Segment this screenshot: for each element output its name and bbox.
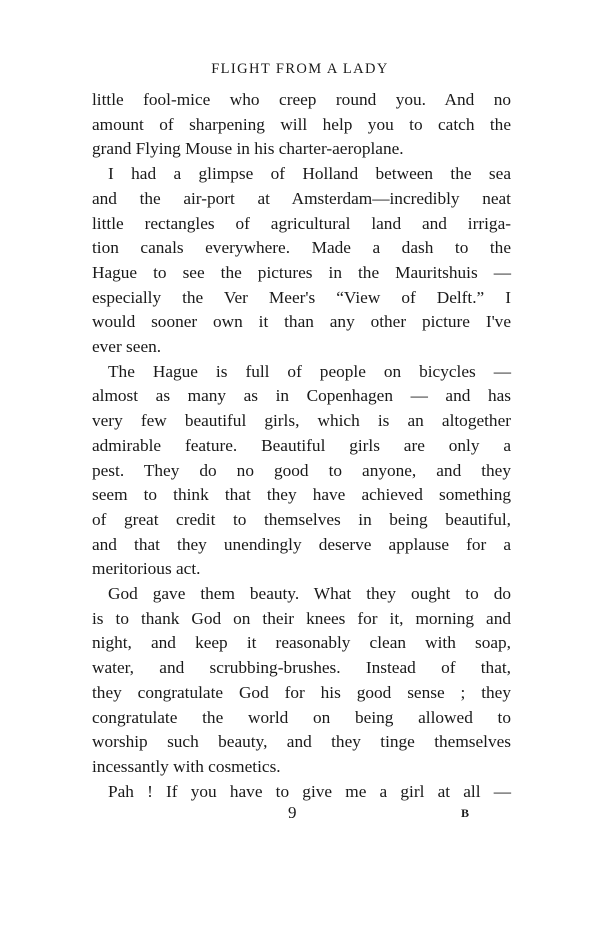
text-line: tion canals everywhere. Made a dash to the xyxy=(92,238,511,258)
text-line: incessantly with cosmetics. xyxy=(92,756,281,776)
text-line: night, and keep it reasonably clean with soap, xyxy=(92,633,511,653)
text-line: water, and scrubbing-brushes. Instead of that, xyxy=(92,658,511,678)
text-line: almost as many as in Copenhagen — and has xyxy=(92,386,511,406)
text-line: ever seen. xyxy=(92,337,162,357)
signature-mark: B xyxy=(461,806,470,820)
text-line: meritorious act. xyxy=(92,559,201,579)
text-line: little fool-mice who creep round you. And no xyxy=(92,90,511,109)
text-line: The Hague is full of people on bicycles — xyxy=(108,361,511,381)
text-line: of great credit to themselves in being beautiful, xyxy=(92,509,511,529)
text-line: I had a glimpse of Holland between the sea xyxy=(108,164,511,184)
text-line: would sooner own it than any other picture I've xyxy=(92,312,511,332)
body-text xyxy=(92,88,511,804)
text-line: little rectangles of agricultural land and irriga- xyxy=(92,213,511,233)
text-line: congratulate the world on being allowed to xyxy=(92,707,511,727)
text-line: grand Flying Mouse in his charter-aeroplane. xyxy=(92,139,404,159)
text-line: pest. They do no good to anyone, and they xyxy=(92,460,511,480)
text-line: very few beautiful girls, which is an altogether xyxy=(92,411,511,431)
text-line: amount of sharpening will help you to catch the xyxy=(92,114,511,134)
text-line: admirable feature. Beautiful girls are only a xyxy=(92,435,511,455)
text-line: Hague to see the pictures in the Mauritshuis — xyxy=(92,262,511,282)
text-line: Pah ! If you have to give me a girl at all — xyxy=(108,781,511,801)
page-number: 9 xyxy=(288,803,297,822)
running-head: FLIGHT FROM A LADY xyxy=(211,61,389,77)
text-line: worship such beauty, and they tinge themselves xyxy=(92,732,511,752)
text-line: seem to think that they have achieved something xyxy=(92,485,511,505)
text-line: especially the Ver Meer's “View of Delft.” I xyxy=(92,287,511,307)
text-line: and the air-port at Amsterdam—incredibly neat xyxy=(92,188,511,208)
text-line: they congratulate God for his good sense ; they xyxy=(92,682,511,702)
text-line: and that they unendingly deserve applause for a xyxy=(92,534,511,554)
text-line: God gave them beauty. What they ought to do xyxy=(108,584,511,604)
text-line: is to thank God on their knees for it, morning and xyxy=(92,608,511,628)
